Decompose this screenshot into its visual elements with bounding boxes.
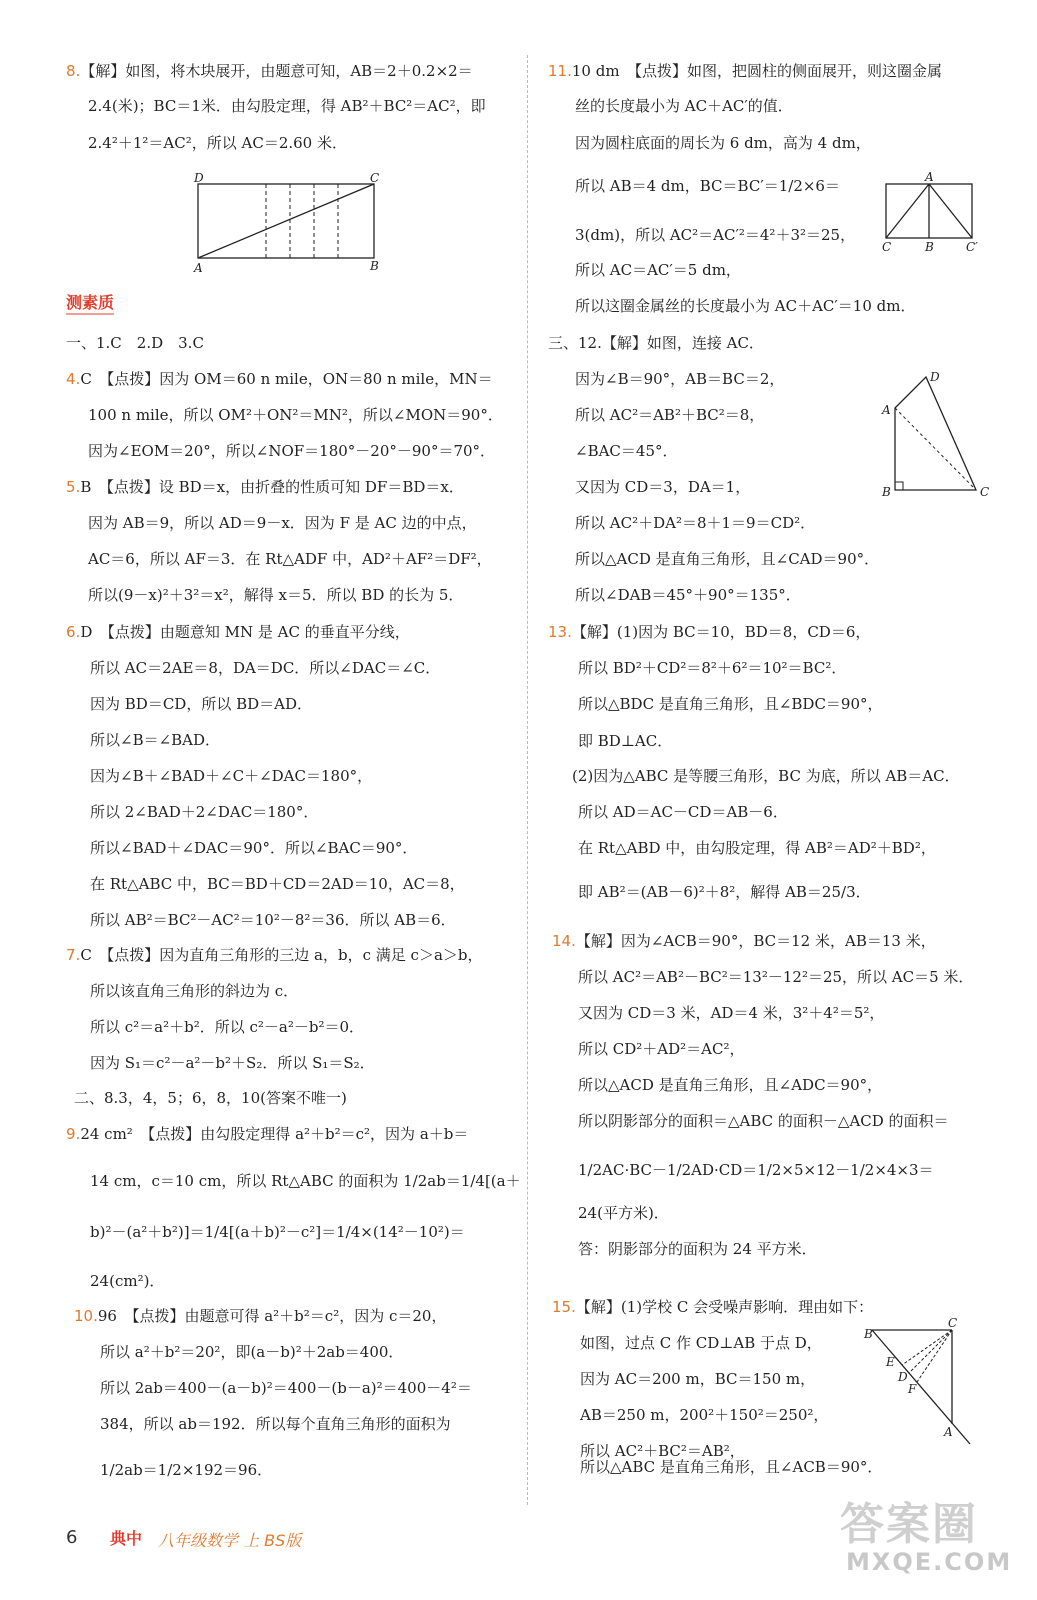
fig8-label-b: B [370,259,379,273]
line-text: 所以 BD²＋CD²＝8²＋6²＝10²＝BC²． [578,659,847,677]
line-text: 即 BD⊥AC． [578,732,673,750]
line-text: 所以这圈金属丝的长度最小为 AC＋AC′＝10 dm． [575,297,916,315]
text-line [90,694,312,714]
line-text: 如图，过点 C 作 CD⊥AB 于点 D， [580,1334,822,1352]
line-text: 因为∠EOM＝20°，所以∠NOF＝180°－20°－90°＝70°． [88,442,496,460]
text-line [578,1075,882,1095]
text-line [575,225,855,245]
text-line [578,802,788,822]
text-line [90,910,456,930]
line-text: 所以 2∠BAD＋2∠DAC＝180°． [90,803,319,821]
fig12-label-c: C [980,485,990,499]
line-text: 所以∠DAB＝45°＋90°＝135°． [575,586,801,604]
figure-problem-11 [880,170,980,256]
text-line [578,1039,744,1059]
line-text: 100 n mile，所以 OM²＋ON²＝MN²，所以∠MON＝90°． [88,406,503,424]
figure-problem-15 [862,1318,982,1450]
line-text: 因为∠B＝90°，AB＝BC＝2， [575,370,785,388]
text-line [578,882,871,902]
problem-number: 11. [548,62,572,80]
fig8-label-a: A [194,261,203,275]
text-line [90,1017,364,1037]
text-line [90,838,417,858]
text-line [66,369,493,389]
fig11-label-b: B [925,240,934,254]
text-line [548,61,942,81]
line-text: 答：阴影部分的面积为 24 平方米． [578,1240,817,1258]
line-text: 所以△BDC 是直角三角形，且∠BDC＝90°， [578,695,883,713]
line-text: 384，所以 ab＝192．所以每个直角三角形的面积为 [100,1415,451,1433]
column-divider [527,55,528,1505]
fig15-label-c: C [948,1318,958,1330]
line-text: 二、8.3，4，5；6，8，10(答案不唯一) [74,1089,347,1107]
page-number: 6 [66,1527,78,1548]
line-text: 所以 AB²＝BC²－AC²＝10²－8²＝36．所以 AB＝6． [90,911,456,929]
line-text: 所以△ACD 是直角三角形，且∠ADC＝90°， [578,1076,883,1094]
line-text: 所以∠B＝∠BAD． [90,731,221,749]
line-text: 在 Rt△ABD 中，由勾股定理，得 AB²＝AD²＋BD²， [578,839,936,857]
problem-number: 5. [66,478,81,496]
text-line [66,1124,468,1144]
line-text: C 【点拨】因为直角三角形的三边 a，b，c 满足 c＞a＞b， [80,946,483,964]
text-line [580,1457,882,1477]
text-line [88,133,347,153]
problem-number: 8. [66,62,81,80]
line-text: 因为 BD＝CD，所以 BD＝AD． [90,695,312,713]
text-line [572,766,960,786]
line-text: (2)因为△ABC 是等腰三角形，BC 为底，所以 AB＝AC． [572,767,960,785]
text-line [575,296,915,316]
fig15-label-d: D [898,1370,908,1384]
line-text: 【解】因为∠ACB＝90°，BC＝12 米，AB＝13 米， [575,932,936,950]
text-line [578,1239,817,1259]
text-line [578,967,973,987]
line-text: 所以 2ab＝400－(a－b)²＝400－(b－a)²＝400－4²＝ [100,1379,472,1397]
text-line [575,405,764,425]
line-text: AC＝6，所以 AF＝3．在 Rt△ADF 中，AD²＋AF²＝DF²， [88,550,492,568]
line-text: 所以阴影部分的面积＝△ABC 的面积－△ACD 的面积＝ [578,1112,949,1130]
line-text: 1/2AC·BC－1/2AD·CD＝1/2×5×12－1/2×4×3＝ [578,1161,934,1179]
line-text: 14 cm，c＝10 cm，所以 Rt△ABC 的面积为 1/2ab＝1/4[(a＋ [90,1172,521,1190]
line-text: 因为∠B＋∠BAD＋∠C＋∠DAC＝180°， [90,767,373,785]
fig11-label-a: A [925,170,934,184]
line-text: 所以 AC²＋DA²＝8＋1＝9＝CD²． [575,514,816,532]
text-line [575,585,801,605]
line-text: 所以该直角三角形的斜边为 c． [90,982,299,1000]
line-text: 所以∠BAD＋∠DAC＝90°．所以∠BAC＝90°． [90,839,418,857]
text-line [66,945,483,965]
fig12-label-b: B [882,485,891,499]
line-text: 2.4²＋1²＝AC²，所以 AC＝2.60 米． [88,134,347,152]
text-line [90,1053,375,1073]
text-line [88,585,463,605]
text-line [88,96,486,116]
problem-number: 9. [66,1125,81,1143]
line-text: D 【点拨】由题意知 MN 是 AC 的垂直平分线， [80,623,410,641]
line-text: ∠BAC＝45°． [575,442,678,460]
line-text: 丝的长度最小为 AC＋AC′的值． [575,97,793,115]
line-text: C 【点拨】因为 OM＝60 n mile，ON＝80 n mile，MN＝ [80,370,493,388]
text-line [575,513,815,533]
text-line [66,333,204,353]
fig15-label-e: E [886,1355,895,1369]
line-text: 又因为 CD＝3 米，AD＝4 米，3²＋4²＝5²， [578,1004,885,1022]
line-text: 一、1.C 2.D 3.C [66,334,204,352]
text-line [74,1306,446,1326]
text-line [578,1003,884,1023]
text-line [88,405,503,425]
line-text: 所以△ABC 是直角三角形，且∠ACB＝90°． [580,1458,883,1476]
text-line [578,731,672,751]
fig11-label-c: C [882,240,892,254]
line-text: 1/2ab＝1/2×192＝96． [100,1461,273,1479]
fig12-label-a: A [882,403,891,417]
text-line [578,658,846,678]
text-line [552,1297,873,1317]
watermark-text: 答案圈 [840,1499,978,1550]
text-line [578,694,883,714]
line-text: 10 dm 【点拨】如图，把圆柱的侧面展开，则这圈金属 [571,62,943,80]
problem-number: 13. [548,623,572,641]
text-line [90,981,298,1001]
line-text: 【解】(1)学校 C 会受噪声影响．理由如下： [575,1298,874,1316]
line-text: 所以(9－x)²＋3²＝x²，解得 x＝5．所以 BD 的长为 5． [88,586,464,604]
text-line [575,549,879,569]
text-line [90,1271,164,1291]
line-text: 所以 AC＝2AE＝8，DA＝DC．所以∠DAC＝∠C． [90,659,441,677]
line-text: 所以 a²＋b²＝20²，即(a－b)²＋2ab＝400． [100,1343,404,1361]
brand-logo: 典中 [110,1529,143,1548]
line-text: B 【点拨】设 BD＝x，由折叠的性质可知 DF＝BD＝x． [80,478,464,496]
line-text: b)²－(a²＋b²)]＝1/4[(a＋b)²－c²]＝1/4×(14²－10²)＝ [90,1223,465,1241]
text-line [90,766,372,786]
line-text: 2.4(米)；BC＝1米．由勾股定理，得 AB²＋BC²＝AC²，即 [88,97,486,115]
line-text: AB＝250 m，200²＋150²＝250²， [580,1406,829,1424]
line-text: 24(cm²)． [90,1272,165,1290]
text-line [90,658,440,678]
line-text: 所以 CD²＋AD²＝AC²， [578,1040,745,1058]
line-text: 即 AB²＝(AB－6)²＋8²，解得 AB＝25/3． [578,883,871,901]
watermark-url: MXQE.COM [846,1548,1013,1576]
line-text: 在 Rt△ABC 中，BC＝BD＋CD＝2AD＝10，AC＝8， [90,875,465,893]
text-line [66,622,410,642]
text-line [578,1203,669,1223]
text-line [90,1171,521,1191]
line-text: 因为 S₁＝c²－a²－b²＋S₂．所以 S₁＝S₂． [90,1054,375,1072]
line-text: 【解】(1)因为 BC＝10，BD＝8，CD＝6， [571,623,871,641]
text-line [88,549,492,569]
text-line [575,477,750,497]
line-text: 24 cm² 【点拨】由勾股定理得 a²＋b²＝c²，因为 a＋b＝ [80,1125,469,1143]
text-line [100,1378,472,1398]
text-line [548,622,870,642]
problem-number: 10. [74,1307,98,1325]
text-line [580,1369,815,1389]
text-line [578,1111,949,1131]
text-line [580,1405,828,1425]
text-line [66,477,464,497]
line-text: 又因为 CD＝3，DA＝1， [575,478,751,496]
text-line [100,1414,451,1434]
text-line [90,730,220,750]
text-line [575,369,784,389]
line-text: 因为 AB＝9，所以 AD＝9－x．因为 F 是 AC 边的中点， [88,514,477,532]
text-line [548,333,764,353]
line-text: 因为 AC＝200 m，BC＝150 m， [580,1370,816,1388]
text-line [578,838,936,858]
line-text: 96 【点拨】由题意可得 a²＋b²＝c²，因为 c＝20， [97,1307,447,1325]
text-line [580,1333,822,1353]
fig15-label-f: F [908,1382,917,1396]
line-text: 所以 AC＝AC′＝5 dm， [575,261,741,279]
line-text: 【解】如图，将木块展开，由题意可知，AB＝2＋0.2×2＝ [80,62,473,80]
fig12-label-d: D [930,370,940,384]
text-line [88,513,477,533]
text-line [578,1160,934,1180]
book-title: 八年级数学 上 BS版 [158,1531,302,1550]
figure-problem-8 [190,170,390,276]
text-line [100,1460,272,1480]
text-line [90,802,318,822]
line-text: 24(平方米)． [578,1204,669,1222]
problem-number: 14. [552,932,576,950]
text-line [575,441,678,461]
text-line [575,260,741,280]
text-line [88,441,495,461]
section-heading [66,293,114,313]
fig8-label-c: C [370,171,380,185]
text-line [74,1088,347,1108]
fig15-label-a: A [944,1425,953,1439]
problem-number: 15. [552,1298,576,1316]
text-line [90,1222,465,1242]
problem-number: 4. [66,370,81,388]
line-text: 3(dm)，所以 AC²＝AC′²＝4²＋3²＝25， [575,226,856,244]
text-line [575,133,871,153]
section-title: 测素质 [66,293,114,315]
text-line [575,176,840,196]
fig8-label-d: D [194,171,204,185]
text-line [90,874,465,894]
text-line [100,1342,403,1362]
problem-number: 6. [66,623,81,641]
problem-number: 7. [66,946,81,964]
fig15-label-b: B [864,1327,873,1341]
line-text: 所以 AD＝AC－CD＝AB－6． [578,803,788,821]
line-text: 所以 AB＝4 dm，BC＝BC′＝1/2×6＝ [575,177,840,195]
fig11-label-c-prime: C′ [966,240,978,254]
text-line [552,931,936,951]
text-line [66,61,473,81]
figure-problem-12 [878,368,994,504]
line-text: 所以 AC²＝AB²＋BC²＝8， [575,406,765,424]
line-text: 因为圆柱底面的周长为 6 dm，高为 4 dm， [575,134,871,152]
line-text: 所以 AC²＋BC²＝AB²， [580,1442,745,1460]
line-text: 所以 AC²＝AB²－BC²＝13²－12²＝25，所以 AC＝5 米． [578,968,974,986]
line-text: 所以△ACD 是直角三角形，且∠CAD＝90°． [575,550,880,568]
text-line [575,96,793,116]
line-text: 所以 c²＝a²＋b²．所以 c²－a²－b²＝0． [90,1018,365,1036]
line-text: 三、12.【解】如图，连接 AC． [548,334,764,352]
